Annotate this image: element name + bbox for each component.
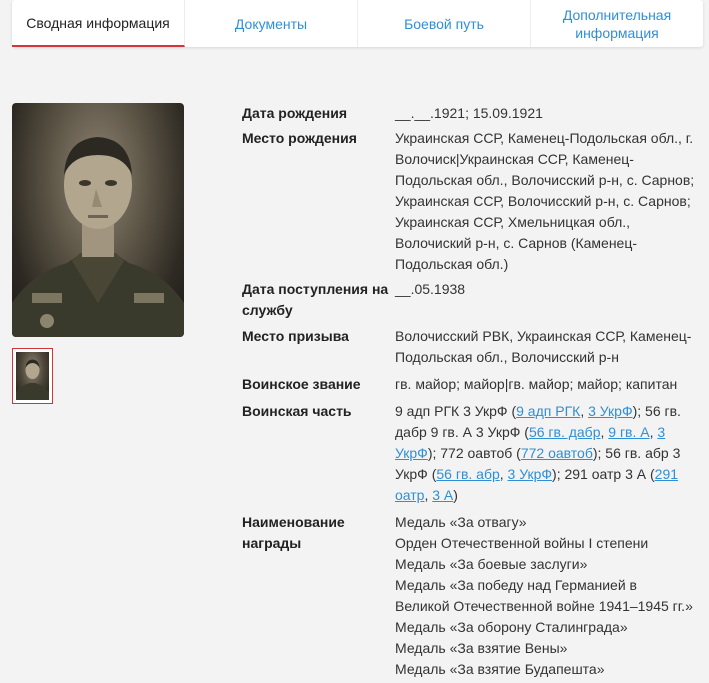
draft-place-value: Волочисский РВК, Украинская ССР, Каменец-Подольская обл., Волочисский р-н	[395, 328, 692, 365]
birth-date-row	[242, 103, 702, 125]
unit-link[interactable]: 3 А	[432, 487, 454, 503]
unit-link[interactable]: 3 УкрФ	[588, 403, 633, 419]
unit-text: ,	[649, 424, 658, 440]
unit-text: ,	[499, 466, 508, 482]
service-start-row	[242, 279, 702, 321]
rank-row	[242, 374, 702, 395]
award-item: Медаль «За победу над Германией в Великой Отечественной войне 1941–1945 гг.»	[395, 577, 693, 614]
soldier-portrait-photo[interactable]	[12, 103, 184, 337]
unit-value	[395, 401, 695, 506]
award-item: Медаль «За боевые заслуги»	[395, 556, 588, 572]
birth-place-label: Место рождения	[242, 130, 357, 146]
awards-list	[395, 512, 695, 680]
unit-link[interactable]: 291 оатр	[395, 466, 679, 503]
unit-text: ); 772 оавтоб (	[427, 445, 521, 461]
tab-documents[interactable]: Документы	[185, 0, 358, 47]
unit-text: ,	[424, 487, 433, 503]
draft-place-row	[242, 326, 702, 368]
unit-text: ); 56 гв. абр 3 УкрФ (	[395, 445, 681, 482]
unit-link[interactable]: 772 оавтоб	[520, 445, 593, 461]
draft-place-label: Место призыва	[242, 328, 349, 344]
unit-row	[242, 401, 702, 506]
unit-text: ); 56 гв. дабр 9 гв. А 3 УкрФ (	[395, 403, 681, 440]
unit-label: Воинская часть	[242, 403, 352, 419]
unit-text: ,	[600, 424, 609, 440]
birth-place-row	[242, 128, 702, 275]
award-item: Медаль «За взятие Будапешта»	[395, 661, 605, 677]
awards-row	[242, 512, 702, 680]
award-item: Медаль «За оборону Сталинграда»	[395, 619, 628, 635]
unit-text: )	[453, 487, 458, 503]
tab-bar	[12, 0, 703, 47]
service-start-value: __.05.1938	[395, 281, 466, 297]
unit-link[interactable]: 56 гв. абр	[436, 466, 500, 482]
rank-label: Воинское звание	[242, 376, 361, 392]
photo-thumbnail[interactable]	[12, 348, 53, 404]
birth-place-value: Украинская ССР, Каменец-Подольская обл., г. Волочиск|Украинская ССР, Каменец-Подольская обл., Волочисский р-н, с. Сарнов; Украинская ССР, Волочисский р-н, с. Сарнов; Украинская ССР, Хмельницкая обл., Волочиский р-н, с. Сарнов (Каменец-Подольская обл.)	[395, 130, 695, 272]
unit-link[interactable]: 9 адп РГК	[516, 403, 581, 419]
unit-link[interactable]: 3 УкрФ	[507, 466, 553, 482]
unit-link[interactable]: 9 гв. А	[608, 424, 650, 440]
rank-value: гв. майор; майор|гв. майор; майор; капитан	[395, 376, 678, 392]
birth-date-label: Дата рождения	[242, 105, 348, 121]
unit-link[interactable]: 3 УкрФ	[395, 424, 666, 461]
awards-label: Наименование награды	[242, 514, 345, 551]
service-start-label: Дата поступления на службу	[242, 281, 389, 318]
unit-link[interactable]: 56 гв. дабр	[528, 424, 601, 440]
award-item: Медаль «За отвагу»	[395, 514, 527, 530]
tab-summary[interactable]: Сводная информация	[12, 0, 185, 47]
person-info	[242, 103, 702, 683]
award-item: Медаль «За взятие Вены»	[395, 640, 568, 656]
unit-text: ,	[580, 403, 589, 419]
birth-date-value: __.__.1921; 15.09.1921	[395, 105, 543, 121]
tab-combat-path[interactable]: Боевой путь	[358, 0, 531, 47]
award-item: Орден Отечественной войны I степени	[395, 535, 649, 551]
unit-text: 9 адп РГК 3 УкрФ (	[395, 403, 517, 419]
unit-text: ); 291 оатр 3 А (	[552, 466, 655, 482]
tab-additional-info[interactable]: Дополнительная информация	[562, 6, 672, 41]
